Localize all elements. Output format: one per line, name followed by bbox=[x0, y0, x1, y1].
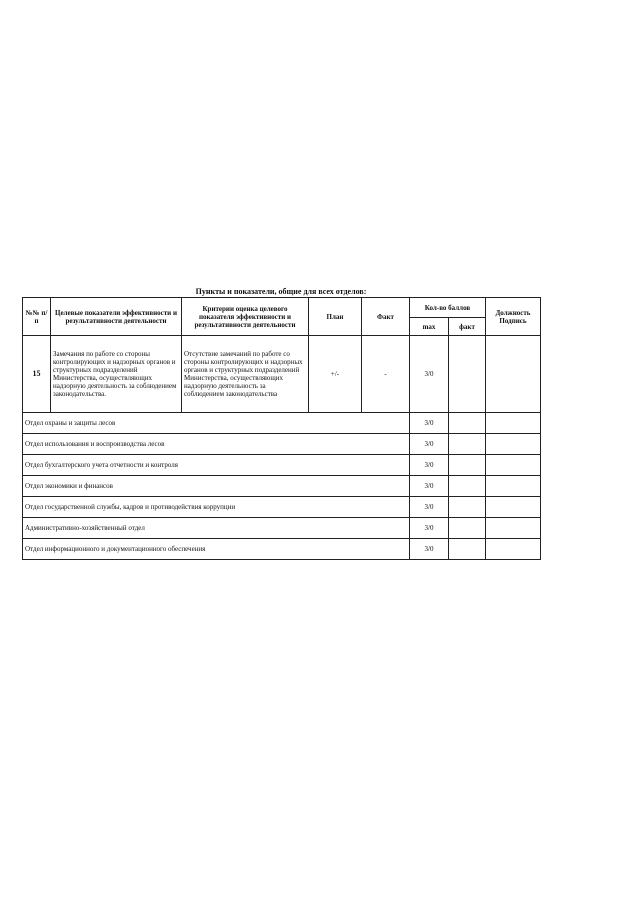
header-fact: Факт bbox=[362, 298, 410, 336]
department-row bbox=[23, 434, 541, 455]
department-max: 3/0 bbox=[410, 539, 449, 560]
department-max: 3/0 bbox=[410, 413, 449, 434]
department-max: 3/0 bbox=[410, 497, 449, 518]
department-signature bbox=[486, 476, 541, 497]
department-signature bbox=[486, 518, 541, 539]
header-position: Должность Подпись bbox=[486, 298, 541, 336]
department-row bbox=[23, 455, 541, 476]
department-name: Административно-хозяйственный отдел bbox=[23, 518, 410, 539]
item-max: 3/0 bbox=[410, 336, 449, 413]
department-signature bbox=[486, 497, 541, 518]
department-max: 3/0 bbox=[410, 434, 449, 455]
item-score-fact bbox=[449, 336, 486, 413]
department-name: Отдел охраны и защиты лесов bbox=[23, 413, 410, 434]
item-criteria: Отсутствие замечаний по работе со стороны контролирующих и надзорных органов и структурных подразделений Министерства, осуществляющих надзорную деятельность за соблюдением законодательства bbox=[182, 336, 309, 413]
department-row bbox=[23, 518, 541, 539]
header-score-max: max bbox=[410, 318, 449, 336]
department-row bbox=[23, 476, 541, 497]
header-score-fact: факт bbox=[449, 318, 486, 336]
indicators-table bbox=[22, 297, 541, 560]
header-target: Целевые показатели эффективности и результативности деятельности bbox=[51, 298, 182, 336]
header-criteria: Критерии оценка целевого показателя эффективности и результативности деятельности bbox=[182, 298, 309, 336]
department-signature bbox=[486, 455, 541, 476]
department-signature bbox=[486, 413, 541, 434]
item-fact: - bbox=[362, 336, 410, 413]
department-score-fact bbox=[449, 539, 486, 560]
header-num: №№ п/п bbox=[23, 298, 51, 336]
header-score-group: Кол-во баллов bbox=[410, 298, 486, 318]
department-name: Отдел бухгалтерского учета отчетности и контроля bbox=[23, 455, 410, 476]
department-score-fact bbox=[449, 413, 486, 434]
department-name: Отдел экономики и финансов bbox=[23, 476, 410, 497]
department-name: Отдел использования и воспроизводства лесов bbox=[23, 434, 410, 455]
department-row bbox=[23, 413, 541, 434]
department-signature bbox=[486, 434, 541, 455]
department-max: 3/0 bbox=[410, 518, 449, 539]
department-score-fact bbox=[449, 434, 486, 455]
department-row bbox=[23, 539, 541, 560]
department-max: 3/0 bbox=[410, 455, 449, 476]
item-target: Замечания по работе со стороны контролирующих и надзорных органов и структурных подразделений Министерства, осуществляющих надзорную деятельность за соблюдением законодательства. bbox=[51, 336, 182, 413]
header-row bbox=[23, 298, 541, 318]
department-score-fact bbox=[449, 497, 486, 518]
department-rows bbox=[23, 413, 541, 560]
department-row bbox=[23, 497, 541, 518]
department-score-fact bbox=[449, 518, 486, 539]
table-title: Пункты и показатели, общие для всех отделов: bbox=[195, 287, 367, 296]
department-score-fact bbox=[449, 476, 486, 497]
item-num: 15 bbox=[23, 336, 51, 413]
item-plan: +/- bbox=[309, 336, 362, 413]
department-signature bbox=[486, 539, 541, 560]
item-signature bbox=[486, 336, 541, 413]
department-max: 3/0 bbox=[410, 476, 449, 497]
department-score-fact bbox=[449, 455, 486, 476]
department-name: Отдел информационного и документационного обеспечения bbox=[23, 539, 410, 560]
department-name: Отдел государственной службы, кадров и противодействия коррупции bbox=[23, 497, 410, 518]
header-plan: План bbox=[309, 298, 362, 336]
item-row bbox=[23, 336, 541, 413]
